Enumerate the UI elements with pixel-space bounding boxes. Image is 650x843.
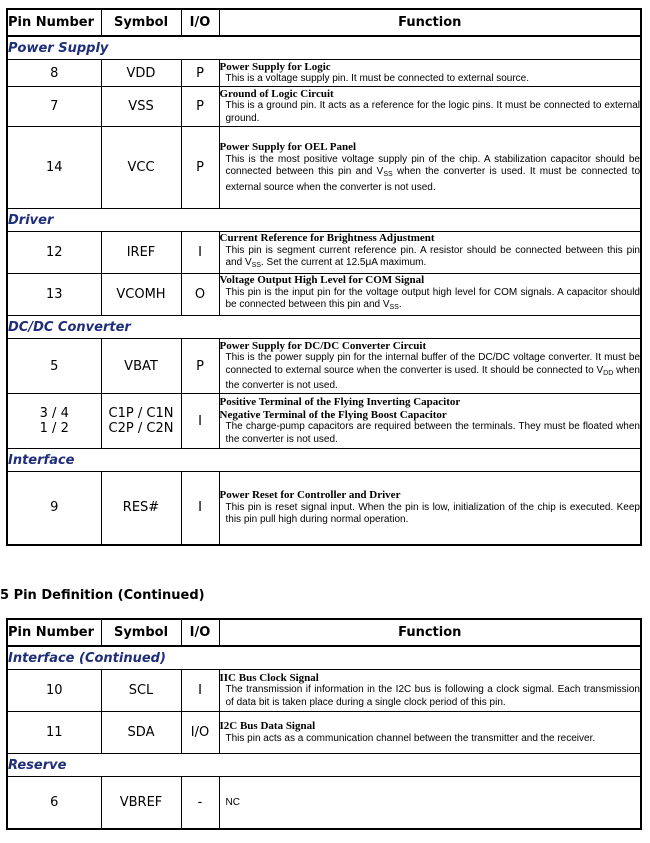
section-interface: Interface bbox=[7, 449, 641, 472]
section-reserve: Reserve bbox=[7, 754, 641, 777]
function-title: IIC Bus Clock Signal bbox=[219, 671, 319, 684]
section-power-supply: Power Supply bbox=[7, 36, 641, 60]
pin-io: P bbox=[181, 87, 219, 127]
pin-io: I bbox=[181, 472, 219, 545]
function-title: Positive Terminal of the Flying Inverting Capacitor bbox=[219, 396, 461, 408]
function-title: Power Supply for DC/DC Converter Circuit bbox=[219, 339, 427, 352]
section-row bbox=[7, 316, 641, 339]
function-desc: This pin is the input pin for the voltage output high level for COM signals. A capacitor should be connected between this pin and $V_{SS}$. bbox=[225, 286, 640, 312]
pin-symbol: VBREF bbox=[101, 777, 181, 829]
pin-symbol: RES# bbox=[101, 472, 181, 545]
table-caption: 5 Pin Definition (Continued) bbox=[0, 588, 205, 603]
pin-function bbox=[219, 274, 641, 316]
pin-function bbox=[219, 472, 641, 545]
function-desc: This is a voltage supply pin. It must be connected to external source. bbox=[225, 73, 529, 84]
pin-function bbox=[219, 127, 641, 209]
pin-number: 5 bbox=[7, 339, 101, 394]
pin-number: 10 bbox=[7, 670, 101, 712]
pin-symbol: SCL bbox=[101, 670, 181, 712]
pin-symbol: VSS bbox=[101, 87, 181, 127]
table-row bbox=[7, 339, 641, 394]
table-row bbox=[7, 670, 641, 712]
pin-number: 9 bbox=[7, 472, 101, 545]
table-row bbox=[7, 472, 641, 545]
header-symbol: Symbol bbox=[101, 9, 181, 36]
pin-io: P bbox=[181, 127, 219, 209]
table-header bbox=[7, 9, 641, 36]
function-title: Current Reference for Brightness Adjustment bbox=[219, 232, 435, 245]
section-driver: Driver bbox=[7, 209, 641, 232]
pin-function bbox=[219, 712, 641, 754]
pin-function bbox=[219, 777, 641, 829]
header-symbol: Symbol bbox=[101, 619, 181, 646]
pin-io: I/O bbox=[181, 712, 219, 754]
pin-number: 12 bbox=[7, 232, 101, 274]
section-row bbox=[7, 646, 641, 670]
pin-function bbox=[219, 394, 641, 449]
function-desc: This pin is segment current reference pin. A resistor should be connected between this pin and $V_{SS}$. Set the current at 12.5μA maximum. bbox=[225, 244, 640, 270]
section-row bbox=[7, 754, 641, 777]
pin-io: O bbox=[181, 274, 219, 316]
pin-number: 6 bbox=[7, 777, 101, 829]
pin-symbol: C1P / C1N C2P / C2N bbox=[101, 394, 181, 449]
table-row bbox=[7, 87, 641, 127]
pin-symbol: VBAT bbox=[101, 339, 181, 394]
table-row bbox=[7, 60, 641, 87]
pin-function bbox=[219, 60, 641, 87]
pin-io: I bbox=[181, 394, 219, 449]
pin-function bbox=[219, 339, 641, 394]
pin-io: P bbox=[181, 60, 219, 87]
pin-io: - bbox=[181, 777, 219, 829]
section-row bbox=[7, 449, 641, 472]
function-desc: This is the most positive voltage supply pin of the chip. A stabilization capacitor should be connected between this pin and $V_{SS}$ when the converter is used. It must be connected to external source when the converter is not used. bbox=[225, 153, 641, 193]
function-title: Ground of Logic Circuit bbox=[219, 87, 334, 100]
pin-table-2 bbox=[6, 618, 642, 830]
pin-function bbox=[219, 87, 641, 127]
header-io: I/O bbox=[181, 9, 219, 36]
pin-io: I bbox=[181, 670, 219, 712]
pin-function bbox=[219, 232, 641, 274]
function-title: Power Reset for Controller and Driver bbox=[219, 489, 401, 501]
section-interface-continued: Interface (Continued) bbox=[7, 646, 641, 670]
header-pin-number: Pin Number bbox=[7, 9, 101, 36]
pin-io: I bbox=[181, 232, 219, 274]
function-desc: This pin acts as a communication channel between the transmitter and the receiver. bbox=[225, 732, 596, 744]
function-note: NC bbox=[225, 796, 240, 808]
header-pin-number: Pin Number bbox=[7, 619, 101, 646]
function-title: Power Supply for OEL Panel bbox=[219, 141, 357, 153]
header-function: Function bbox=[219, 619, 641, 646]
pin-number: 13 bbox=[7, 274, 101, 316]
table-row bbox=[7, 712, 641, 754]
table-row bbox=[7, 394, 641, 449]
section-row bbox=[7, 209, 641, 232]
table-row bbox=[7, 274, 641, 316]
function-desc: This is the power supply pin for the internal buffer of the DC/DC voltage converter. It must be connected to external source when the converter is used. It should be connected to $V_{DD}$ when the converter is not used. bbox=[225, 352, 640, 391]
pin-symbol: SDA bbox=[101, 712, 181, 754]
header-function: Function bbox=[219, 9, 641, 36]
function-desc: The transmission if information in the I2C bus is following a clock sigmal. Each transmission of data bit is taken place during a single clock period of this pin. bbox=[225, 684, 640, 708]
pin-symbol: VCOMH bbox=[101, 274, 181, 316]
table-header bbox=[7, 619, 641, 646]
pin-symbol: VDD bbox=[101, 60, 181, 87]
function-desc: This pin is reset signal input. When the pin is low, initialization of the chip is executed. Keep this pin pull high during normal operation. bbox=[225, 501, 640, 525]
table-row bbox=[7, 777, 641, 829]
function-title: Negative Terminal of the Flying Boost Capacitor bbox=[219, 408, 447, 421]
pin-io: P bbox=[181, 339, 219, 394]
pin-number: 8 bbox=[7, 60, 101, 87]
pin-number: 11 bbox=[7, 712, 101, 754]
pin-function bbox=[219, 670, 641, 712]
table-row bbox=[7, 127, 641, 209]
pin-number: 7 bbox=[7, 87, 101, 127]
pin-number: 14 bbox=[7, 127, 101, 209]
header-io: I/O bbox=[181, 619, 219, 646]
pin-number: 3 / 4 1 / 2 bbox=[7, 394, 101, 449]
section-row bbox=[7, 36, 641, 60]
pin-symbol: IREF bbox=[101, 232, 181, 274]
function-title: Power Supply for Logic bbox=[219, 60, 331, 73]
pin-table-1 bbox=[6, 8, 642, 546]
table-row bbox=[7, 232, 641, 274]
pin-symbol: VCC bbox=[101, 127, 181, 209]
function-desc: This is a ground pin. It acts as a reference for the logic pins. It must be connected to external ground. bbox=[225, 100, 640, 124]
function-title: I2C Bus Data Signal bbox=[219, 720, 316, 732]
function-desc: The charge-pump capacitors are required between the terminals. They must be floated when the converter is not used. bbox=[225, 421, 640, 445]
function-title: Voltage Output High Level for COM Signal bbox=[219, 274, 425, 287]
section-dcdc-converter: DC/DC Converter bbox=[7, 316, 641, 339]
